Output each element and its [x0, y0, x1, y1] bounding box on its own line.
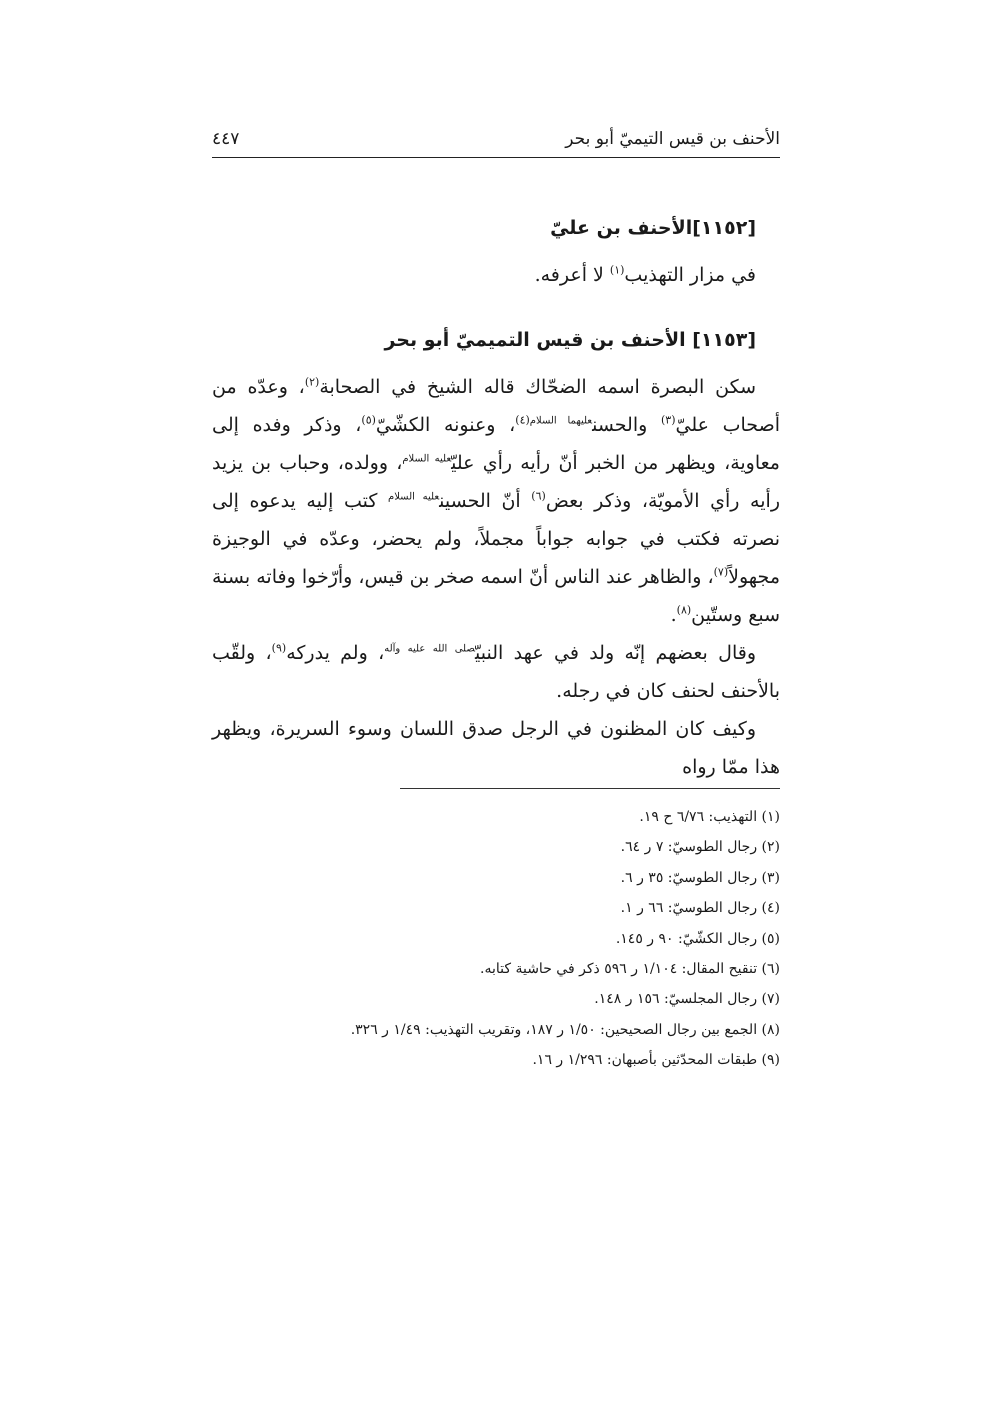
page-number: ٤٤٧ [212, 129, 240, 149]
main-text [212, 200, 780, 786]
footnote-ref-3[interactable]: (٣) [660, 413, 676, 427]
footnote-ref-1[interactable]: (١) [609, 263, 625, 277]
footnote-item: (٧) رجال المجلسيّ: ١٥٦ ر ١٤٨. [594, 991, 780, 1008]
footnote-item: (٥) رجال الكشّيّ: ٩٠ ر ١٤٥. [615, 930, 780, 947]
footnote-ref-9[interactable]: (٩) [271, 641, 287, 655]
footnote-ref-5[interactable]: (٥) [361, 413, 376, 427]
paragraph-1: سكن البصرة اسمه الضحّاك قاله الشيخ في الصحابة$^{(٢)}$، وعدّه من أصحاب عليّ$^{(٣)}$ والحسن$^{عليهما السلام(٤)}$، وعنونه الكشّيّ$^{(٥)}$، وذكر وفده إلى معاوية، ويظهر من الخبر أنّ رأيه رأي عليّ$^{عليه السلام}$، وولده، وحباب بن يزيد رأيه رأي الأمويّة، وذكر بعض$^{(٦)}$ أنّ الحسين$^{عليه السلام}$ كتب إليه يدعوه إلى نصرته فكتب في جوابه جواباً مجملاً، ولم يحضر، وعدّه في الوجيزة مجهولاً$^{(٧)}$، والظاهر عند الناس أنّ اسمه صخر بن قيس، وأرّخوا وفاته بسنة سبع وستّين$^{(٨)}$. [212, 375, 780, 626]
header-rule [212, 157, 780, 158]
footnote-item: (٩) طبقات المحدّثين بأصبهان: ١/٢٩٦ ر ١٦. [532, 1052, 780, 1069]
running-header [212, 122, 780, 156]
footnote-item: (٦) تنقيح المقال: ١/١٠٤ ر ٥٩٦ ذكر في حاشية كتابه. [480, 961, 780, 978]
entry-title-1152: [١١٥٢]الأحنف بن عليّ [550, 217, 756, 239]
footnote-item: (٢) رجال الطوسيّ: ٧ ر ٦٤. [620, 839, 780, 856]
honorific-glyph: صلى الله عليه وآله [384, 643, 476, 655]
footnote-item: (١) التهذيب: ٦/٧٦ ح ١٩. [639, 809, 780, 825]
honorific-glyph: عليه السلام [402, 453, 452, 465]
footnote-ref-7[interactable]: (٧) [713, 565, 729, 579]
footnote-item: (٨) الجمع بين رجال الصحيحين: ١/٥٠ ر ١٨٧، وتقريب التهذيب: ١/٤٩ ر ٣٢٦. [350, 1021, 780, 1038]
footnote-item: (٤) رجال الطوسيّ: ٦٦ ر ١. [620, 900, 780, 917]
honorific-glyph: عليه السلام [388, 491, 440, 503]
footnote-rule [400, 788, 780, 789]
footnote-ref-2[interactable]: (٢) [304, 375, 320, 389]
entry-1152-text: في مزار التهذيب$^{(١)}$ لا أعرفه. [534, 263, 756, 286]
footnote-ref-6[interactable]: (٦) [531, 489, 546, 503]
paragraph-2: وقال بعضهم إنّه ولد في عهد النبيّ$^{صلى الله عليه وآله}$، ولم يدركه$^{(٩)}$، ولقّب بالأحنف لحنف كان في رجله. [212, 641, 780, 702]
honorific-glyph: عليهما السلام [529, 415, 593, 427]
footnote-item: (٣) رجال الطوسيّ: ٣٥ ر ٦. [620, 869, 780, 886]
running-title: الأحنف بن قيس التيميّ أبو بحر [565, 129, 780, 149]
footnote-ref-4[interactable]: (٤) [515, 413, 530, 427]
footnote-ref-8[interactable]: (٨) [676, 603, 692, 617]
entry-title-1153: [١١٥٣] الأحنف بن قيس التميميّ أبو بحر [384, 329, 756, 351]
paragraph-3: وكيف كان المظنون في الرجل صدق اللسان وسوء السريرة، ويظهر هذا ممّا رواه [212, 718, 780, 778]
footnotes [212, 802, 780, 1076]
